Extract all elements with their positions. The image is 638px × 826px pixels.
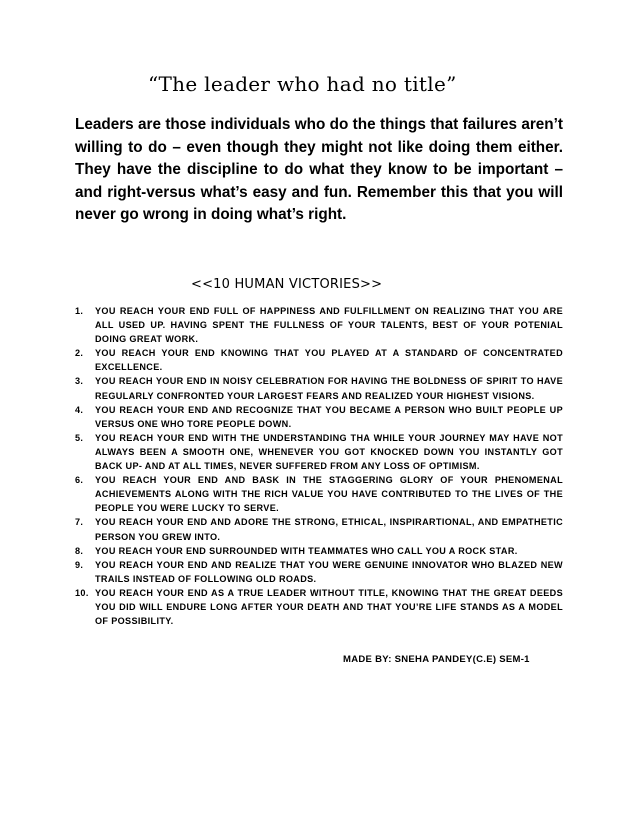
list-item-number: 1. [75, 306, 84, 316]
intro-paragraph: Leaders are those individuals who do the things that failures aren’t willing to do – even though they might not like doing them either. They have the discipline to do what they know to be important –and right-versus what’s easy and fun. Remember this that you will never go wrong in doing what’s right. [75, 116, 563, 224]
list-item-number: 2. [75, 348, 84, 359]
list-item [75, 558, 563, 586]
list-item [75, 346, 563, 374]
document-title: “The leader who had no title” [148, 72, 457, 96]
list-item [75, 515, 563, 543]
list-item [75, 544, 563, 558]
list-item [75, 403, 563, 431]
list-item-number: 3. [75, 376, 84, 387]
list-item-text: YOU REACH YOUR END WITH THE UNDERSTANDING THA WHILE YOUR JOURNEY MAY HAVE NOT ALWAYS BEEN A SMOOTH ONE, WHENEVER YOU GOT KNOCKED DOWN YOU INSTANTLY GOT BACK UP- AND AT ALL TIMES, NEVER SUFFERED FROM ANY LOSS OF OPTIMISM. [95, 432, 563, 472]
list-item-text: YOU REACH YOUR END FULL OF HAPPINESS AND FULFILLMENT ON REALIZING THAT YOU ARE ALL USED UP. HAVING SPENT THE FULLNESS OF YOUR TALENTS, BEST OF YOUR POTENIAL DOING GREAT WORK. [95, 306, 563, 345]
list-item-text: YOU REACH YOUR END AND RECOGNIZE THAT YOU BECAME A PERSON WHO BUILT PEOPLE UP VERSUS ONE WHO TORE PEOPLE DOWN. [95, 404, 563, 429]
victories-list [75, 304, 563, 628]
list-item-number: 5. [75, 432, 84, 443]
list-item [75, 473, 563, 515]
list-item-number: 9. [75, 559, 84, 570]
list-item [75, 586, 563, 628]
list-item [75, 374, 563, 402]
list-item [75, 431, 563, 473]
list-item-text: YOU REACH YOUR END AS A TRUE LEADER WITHOUT TITLE, KNOWING THAT THE GREAT DEEDS YOU DID WILL ENDURE LONG AFTER YOUR DEATH AND THAT YOU’RE LIFE STANDS AS A MODEL OF POSSIBILITY. [95, 587, 563, 627]
list-item-number: 8. [75, 545, 84, 556]
section-subtitle: <<10 HUMAN VICTORIES>> [191, 277, 383, 292]
list-item-text: YOU REACH YOUR END AND ADORE THE STRONG, ETHICAL, INSPIRARTIONAL, AND EMPATHETIC PERSON YOU GREW INTO. [95, 517, 563, 542]
list-item-text: YOU REACH YOUR END AND BASK IN THE STAGGERING GLORY OF YOUR PHENOMENAL ACHIEVEMENTS ALONG WITH THE RICH VALUE YOU HAVE CONTRIBUTED TO THE LIVES OF THE PEOPLE YOU WERE LUCKY TO SERVE. [95, 475, 563, 514]
list-item-number: 10. [75, 587, 89, 598]
list-item-text: YOU REACH YOUR END SURROUNDED WITH TEAMMATES WHO CALL YOU A ROCK STAR. [95, 545, 518, 556]
author-credit: MADE BY: SNEHA PANDEY(C.E) SEM-1 [343, 654, 530, 665]
list-item-text: YOU REACH YOUR END IN NOISY CELEBRATION FOR HAVING THE BOLDNESS OF SPIRIT TO HAVE REGULARLY CONFRONTED YOUR LARGEST FEARS AND REALIZED YOUR HIGHEST VISIONS. [95, 376, 563, 401]
list-item-number: 7. [75, 517, 84, 528]
list-item-number: 4. [75, 404, 84, 415]
list-item [75, 304, 563, 346]
list-item-number: 6. [75, 475, 84, 486]
list-item-text: YOU REACH YOUR END AND REALIZE THAT YOU WERE GENUINE INNOVATOR WHO BLAZED NEW TRAILS INSTEAD OF FOLLOWING OLD ROADS. [95, 559, 563, 584]
list-item-text: YOU REACH YOUR END KNOWING THAT YOU PLAYED AT A STANDARD OF CONCENTRATED EXCELLENCE. [95, 348, 563, 373]
